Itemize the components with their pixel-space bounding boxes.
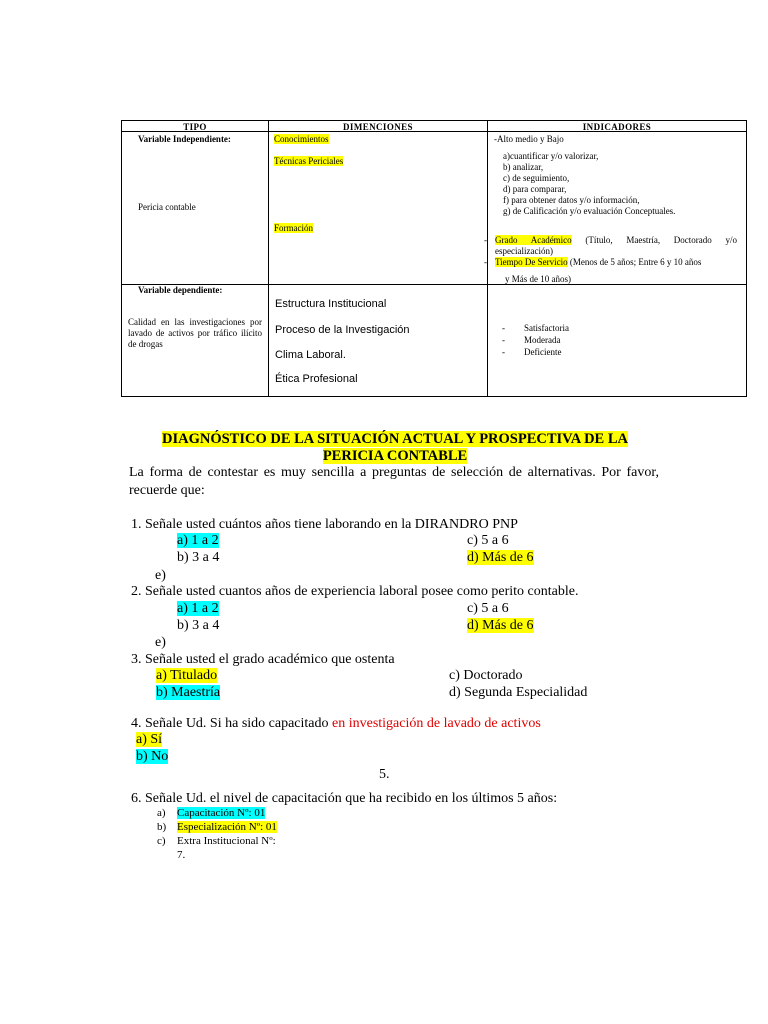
question-6: 6. Señale Ud. el nivel de capacitación que ha recibido en los últimos 5 años:: [131, 791, 558, 806]
q4-option-b[interactable]: b) No: [136, 749, 169, 764]
q2-option-c[interactable]: c) 5 a 6: [467, 601, 509, 616]
q3-option-d[interactable]: d) Segunda Especialidad: [449, 685, 588, 700]
question-7: 7.: [177, 849, 186, 861]
q3-option-a[interactable]: a) Titulado: [156, 668, 218, 683]
question-3: 3. Señale usted el grado académico que ostenta: [131, 652, 395, 667]
q3-option-c[interactable]: c) Doctorado: [449, 668, 523, 683]
question-5: 5.: [379, 767, 390, 782]
var-independiente-label: Variable Independiente:: [138, 134, 231, 144]
q1-option-d[interactable]: d) Más de 6: [467, 550, 534, 565]
q2-option-d[interactable]: d) Más de 6: [467, 618, 534, 633]
dimension-clima: Clima Laboral.: [275, 349, 346, 361]
indicator-intro: -Alto medio y Bajo: [494, 134, 564, 144]
q2-option-a[interactable]: a) 1 a 2: [177, 601, 219, 616]
question-1: 1. Señale usted cuántos años tiene laborando en la DIRANDRO PNP: [131, 517, 518, 532]
q1-option-b[interactable]: b) 3 a 4: [177, 550, 220, 565]
indicator-item: d) para comparar,: [503, 184, 567, 194]
q6-marker-a: a): [157, 807, 166, 819]
indicator-item: f) para obtener datos y/o información,: [503, 195, 640, 205]
q2-option-b[interactable]: b) 3 a 4: [177, 618, 220, 633]
q4-option-a[interactable]: a) Sí: [136, 732, 163, 747]
q1-option-e[interactable]: e): [155, 568, 166, 583]
grado-academico-indicator: Grado Académico (Título, Maestría, Doctorado y/o especialización): [495, 235, 737, 256]
q6-marker-c: c): [157, 835, 166, 847]
header-tipo: TIPO: [183, 122, 207, 132]
indicator-item: b) analizar,: [503, 162, 544, 172]
dimension-estructura: Estructura Institucional: [275, 298, 387, 310]
indicator-item: a)cuantificar y/o valorizar,: [503, 151, 599, 161]
var-independiente-value: Pericia contable: [138, 202, 196, 212]
tiempo-servicio-indicator: Tiempo De Servicio (Menos de 5 años; Entre 6 y 10 años: [495, 257, 702, 267]
survey-intro: La forma de contestar es muy sencilla a preguntas de selección de alternativas. Por favor, recuerde que:: [129, 465, 659, 498]
variables-table: TIPO DIMENCIONES INDICADORES Variable Independiente: Pericia contable Conocimientos Técnicas Periciales Formación -Alto medio y Bajo a)cuantificar y/o valorizar, b) analizar, c) de seguimiento, d) para comparar, f) para obtener datos y/o información, g) de Calificación y/o evaluación Conceptuales. - Grado Académico (Título, Maestría, Doctorado y/o especialización) - Tiempo De Servicio (Menos de 5 años; Entre 6 y 10 años y Más de 10 años) Variable dependiente: Calidad en las investigaciones por lavado de activos por tráfico ilícito de drogas Estructura Institucional Proceso de la Investigación Clima Laboral. Ética Profesional - Satisfactoria - Moderada - Deficiente: [121, 120, 747, 397]
var-dependiente-value: Calidad en las investigaciones por lavado de activos por tráfico ilícito de drogas: [128, 317, 262, 349]
header-dimensiones: DIMENCIONES: [343, 122, 413, 132]
question-4: 4. Señale Ud. Si ha sido capacitado en investigación de lavado de activos: [131, 716, 541, 731]
q1-option-c[interactable]: c) 5 a 6: [467, 533, 509, 548]
dimension-tecnicas: Técnicas Periciales: [274, 156, 344, 166]
dimension-formacion: Formación: [274, 223, 313, 233]
tiempo-servicio-detail: y Más de 10 años): [505, 274, 571, 284]
question-2: 2. Señale usted cuantos años de experiencia laboral posee como perito contable.: [131, 584, 579, 599]
survey-title: DIAGNÓSTICO DE LA SITUACIÓN ACTUAL Y PROSPECTIVA DE LA PERICIA CONTABLE: [162, 431, 628, 464]
q6-option-b[interactable]: Especialización Nº: 01: [177, 821, 277, 833]
header-indicadores: INDICADORES: [582, 122, 652, 132]
indicator-satisfactoria: Satisfactoria: [524, 323, 569, 333]
dimension-conocimientos: Conocimientos: [274, 134, 329, 144]
indicator-moderada: Moderada: [524, 335, 561, 345]
q6-option-a[interactable]: Capacitación Nº: 01: [177, 807, 266, 819]
q6-marker-b: b): [157, 821, 167, 833]
indicator-item: g) de Calificación y/o evaluación Conceptuales.: [503, 206, 676, 216]
indicator-item: c) de seguimiento,: [503, 173, 570, 183]
q3-option-b[interactable]: b) Maestría: [156, 685, 221, 700]
var-dependiente-label: Variable dependiente:: [138, 285, 223, 295]
dimension-proceso: Proceso de la Investigación: [275, 324, 410, 336]
indicator-deficiente: Deficiente: [524, 347, 562, 357]
q1-option-a[interactable]: a) 1 a 2: [177, 533, 219, 548]
q6-option-c[interactable]: Extra Institucional Nº:: [177, 835, 276, 847]
q2-option-e[interactable]: e): [155, 635, 166, 650]
dimension-etica: Ética Profesional: [275, 373, 358, 385]
